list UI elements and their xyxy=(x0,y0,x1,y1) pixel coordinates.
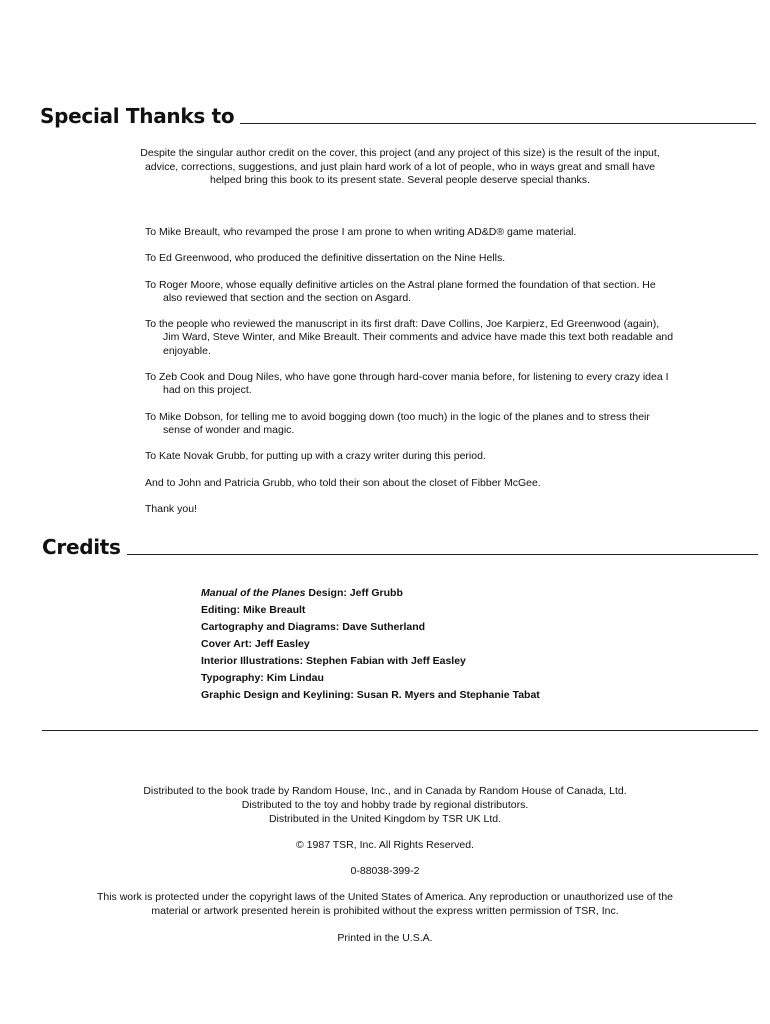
thanks-item: And to John and Patricia Grubb, who told their son about the closet of Fibber McGee. xyxy=(145,476,541,489)
credits-list xyxy=(201,585,540,704)
credit-line: Typography: Kim Lindau xyxy=(201,672,324,684)
credit-line: Cover Art: Jeff Easley xyxy=(201,638,310,650)
intro-line: helped bring this book to its present state. Several people deserve special thanks. xyxy=(210,174,590,186)
thanks-item: To Kate Novak Grubb, for putting up with a crazy writer during this period. xyxy=(145,450,486,463)
heading-rule xyxy=(127,554,758,555)
intro-paragraph xyxy=(60,147,740,188)
credit-line: Graphic Design and Keylining: Susan R. Myers and Stephanie Tabat xyxy=(201,689,540,701)
credit-line: Cartography and Diagrams: Dave Sutherland xyxy=(201,621,426,633)
thanks-item: To Zeb Cook and Doug Niles, who have gone through hard-cover mania before, for listening to every crazy idea I had on this project. xyxy=(145,371,669,397)
distribution-line: Distributed in the United Kingdom by TSR UK Ltd. xyxy=(268,813,502,825)
credit-text: Design: Jeff Grubb xyxy=(305,587,403,599)
intro-line: advice, corrections, suggestions, and just plain hard work of a lot of people, who in ways great and small have xyxy=(144,160,656,173)
credit-line: Interior Illustrations: Stephen Fabian with Jeff Easley xyxy=(201,655,466,667)
legal-notice xyxy=(20,890,750,918)
book-title: Manual of the Planes xyxy=(201,587,306,599)
legal-line: material or artwork presented herein is prohibited without the express written permission of TSR, Inc. xyxy=(151,905,619,917)
thanks-item: To Mike Dobson, for telling me to avoid bogging down (too much) in the logic of the planes and to stress their sense of wonder and magic. xyxy=(145,410,650,436)
special-thanks-heading xyxy=(40,104,756,128)
thanks-item: Thank you! xyxy=(145,502,197,515)
credit-line xyxy=(201,585,540,602)
heading-rule xyxy=(240,123,756,124)
thanks-list xyxy=(145,226,675,529)
distribution-line: Distributed to the book trade by Random House, Inc., and in Canada by Random House of Canada, Ltd. xyxy=(143,785,627,797)
special-thanks-title: Special Thanks to xyxy=(40,104,235,128)
copyright-line: © 1987 TSR, Inc. All Rights Reserved. xyxy=(296,839,474,851)
thanks-item: To Mike Breault, who revamped the prose I am prone to when writing AD&D® game material. xyxy=(145,226,577,238)
distribution-notice xyxy=(20,784,750,826)
intro-line: Despite the singular author credit on the cover, this project (and any project of this size) is the result of the input, xyxy=(140,147,660,159)
distribution-line: Distributed to the toy and hobby trade by regional distributors. xyxy=(241,799,529,811)
thanks-item: To Roger Moore, whose equally definitive articles on the Astral plane formed the foundation of that section. He also reviewed that section and the section on Asgard. xyxy=(145,278,656,304)
thanks-item: To the people who reviewed the manuscript in its first draft: Dave Collins, Joe Karpierz, Ed Greenwood (again), Jim Ward, Steve Winter, and Mike Breault. Their comments and advice have made this text both readable and enjoyable. xyxy=(145,318,674,357)
printed-in: Printed in the U.S.A. xyxy=(337,932,433,944)
credit-line: Editing: Mike Breault xyxy=(201,604,306,616)
credits-title: Credits xyxy=(42,535,121,559)
thanks-item: To Ed Greenwood, who produced the definitive dissertation on the Nine Hells. xyxy=(145,252,506,265)
credits-heading xyxy=(42,535,758,559)
section-divider xyxy=(42,730,758,731)
isbn: 0-88038-399-2 xyxy=(350,865,420,877)
legal-line: This work is protected under the copyright laws of the United States of America. Any reproduction or unauthorized use of the xyxy=(96,891,674,903)
